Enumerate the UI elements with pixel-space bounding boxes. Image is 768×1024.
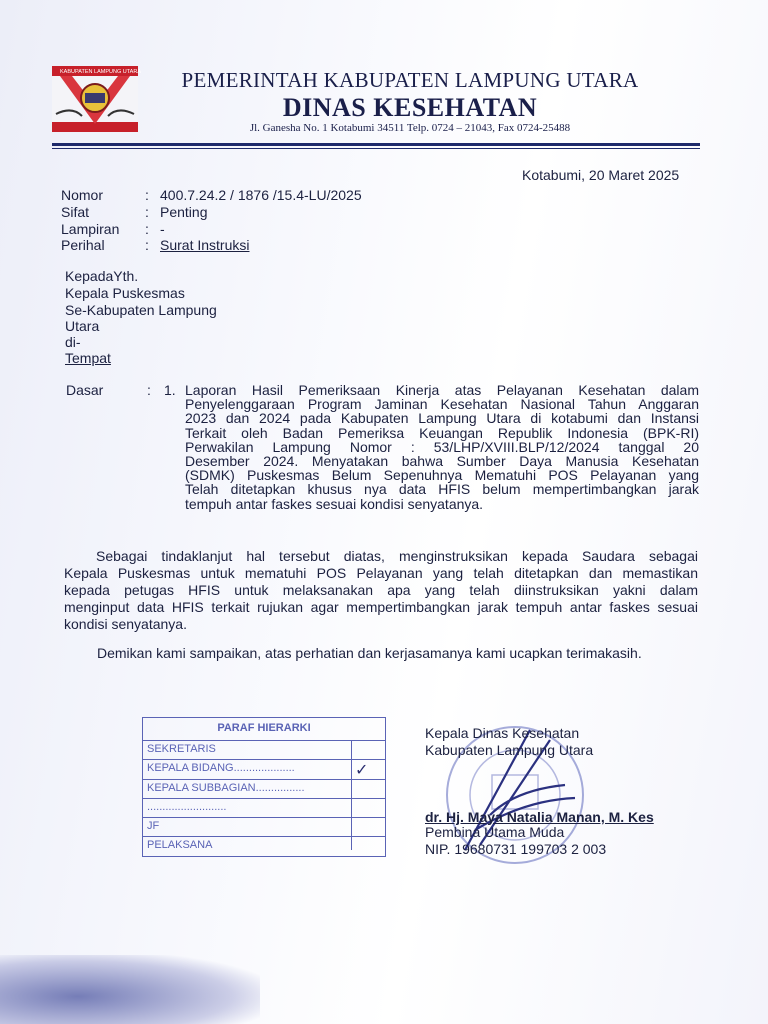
closing-sentence: Demikan kami sampaikan, atas perhatian dan kerjasamanya kami ucapkan terimakasih. [97, 645, 642, 661]
body-line: Kepala Puskesmas untuk mematuhi POS Pelayanan yang telah ditetapkan dan memastikan [64, 565, 698, 581]
letterhead-office: DINAS KESEHATAN [282, 93, 538, 122]
dasar-line: Perwakilan Lampung Nomor : 53/LHP/XVIII.BLP/12/2024 tanggal 20 [185, 438, 699, 455]
dasar-label: Dasar [66, 382, 104, 398]
place-date: Kotabumi, 20 Maret 2025 [522, 167, 680, 183]
dasar-line: Penyelenggaraan Program Jaminan Kesehatan Nasional Tahun Anggaran [185, 396, 699, 413]
body-paragraph [64, 548, 698, 633]
paraf-row: PELAKSANA [143, 836, 385, 855]
nomor-colon: : [145, 187, 149, 203]
recipient-line-4: Utara [65, 318, 100, 334]
sifat-value: Penting [160, 204, 208, 220]
letterhead-address: Jl. Ganesha No. 1 Kotabumi 34511 Telp. 0724 – 21043, Fax 0724-25488 [249, 122, 571, 134]
dasar-line: Laporan Hasil Pemeriksaan Kinerja atas Pelayanan Kesehatan dalam [185, 382, 699, 398]
recipient-line-3: Se-Kabupaten Lampung [65, 302, 217, 318]
recipient-line-5: di- [65, 334, 81, 350]
lampiran-value: - [160, 221, 165, 237]
lampiran-label: Lampiran [61, 221, 120, 237]
recipient-line-6: Tempat [65, 350, 111, 366]
paraf-initial-mark: ✓ [355, 762, 369, 779]
paraf-title: PARAF HIERARKI [217, 722, 311, 734]
dasar-line: tempuh antar faskes sesuai kondisi senyatanya. [185, 495, 484, 512]
paraf-row: KEPALA BIDANG.................... [143, 759, 385, 778]
perihal-label: Perihal [61, 237, 105, 253]
dasar-text [185, 383, 699, 511]
dasar-line: (SDMK) Puskesmas Belum Sepenuhnya Mematuhi POS Pelayanan yang [185, 467, 699, 484]
nomor-label: Nomor [61, 187, 104, 203]
recipient-line-2: Kepala Puskesmas [65, 285, 185, 301]
photo-shadow [0, 955, 260, 1024]
signer-name: dr. Hj. Maya Natalia Manan, M. Kes [425, 809, 654, 825]
signer-rank: Pembina Utama Muda [425, 824, 565, 840]
perihal-value: Surat Instruksi [160, 237, 250, 253]
perihal-colon: : [145, 237, 149, 253]
dasar-line: Desember 2024. Menyatakan bahwa Sumber Daya Manusia Kesehatan [185, 452, 699, 469]
paraf-row: .......................... [143, 798, 385, 817]
nomor-value: 400.7.24.2 / 1876 /15.4-LU/2025 [160, 187, 362, 203]
dasar-colon: : [147, 382, 151, 398]
dasar-line: 2023 dan 2024 pada Kabupaten Lampung Utara di kotabumi dan Instansi [185, 410, 699, 427]
body-line: menginput data HFIS terkait rujukan agar mempertimbangkan jarak tempuh antar faskes sesuai [64, 599, 698, 615]
dasar-line: Telah ditetapkan khusus nya data HFIS belum mempertimbangkan jarak [185, 481, 699, 498]
body-line: kepada petugas HFIS untuk melaksanakan apa yang telah diinstruksikan yakni dalam [64, 582, 698, 598]
signer-nip: NIP. 19680731 199703 2 003 [425, 841, 607, 857]
body-line: kondisi senyatanya. [64, 616, 187, 632]
sifat-label: Sifat [61, 204, 90, 220]
paraf-row: KEPALA SUBBAGIAN................ [143, 779, 385, 798]
lampiran-colon: : [145, 221, 149, 237]
body-line: Sebagai tindaklanjut hal tersebut diatas, menginstruksikan kepada Saudara sebagai [96, 548, 698, 564]
sifat-colon: : [145, 204, 149, 220]
paraf-row: JF [143, 817, 385, 836]
letterhead-government: PEMERINTAH KABUPATEN LAMPUNG UTARA [181, 68, 639, 92]
dasar-line: Terkait oleh Badan Pemeriksa Keuangan Republik Indonesia (BPK-RI) [185, 424, 699, 441]
letterhead-rule-thin [52, 148, 700, 149]
letterhead-rule-thick [52, 143, 700, 146]
logo-text: KABUPATEN LAMPUNG UTARA [60, 69, 141, 75]
recipient-line-1: KepadaYth. [65, 268, 139, 284]
paraf-hierarki-table [142, 717, 386, 857]
paraf-row: SEKRETARIS [143, 740, 385, 759]
paraf-column-divider [351, 740, 352, 850]
dasar-number: 1. [164, 382, 176, 398]
signer-title-2: Kabupaten Lampung Utara [425, 742, 594, 758]
signer-title-1: Kepala Dinas Kesehatan [425, 725, 580, 741]
regency-logo [52, 66, 138, 132]
